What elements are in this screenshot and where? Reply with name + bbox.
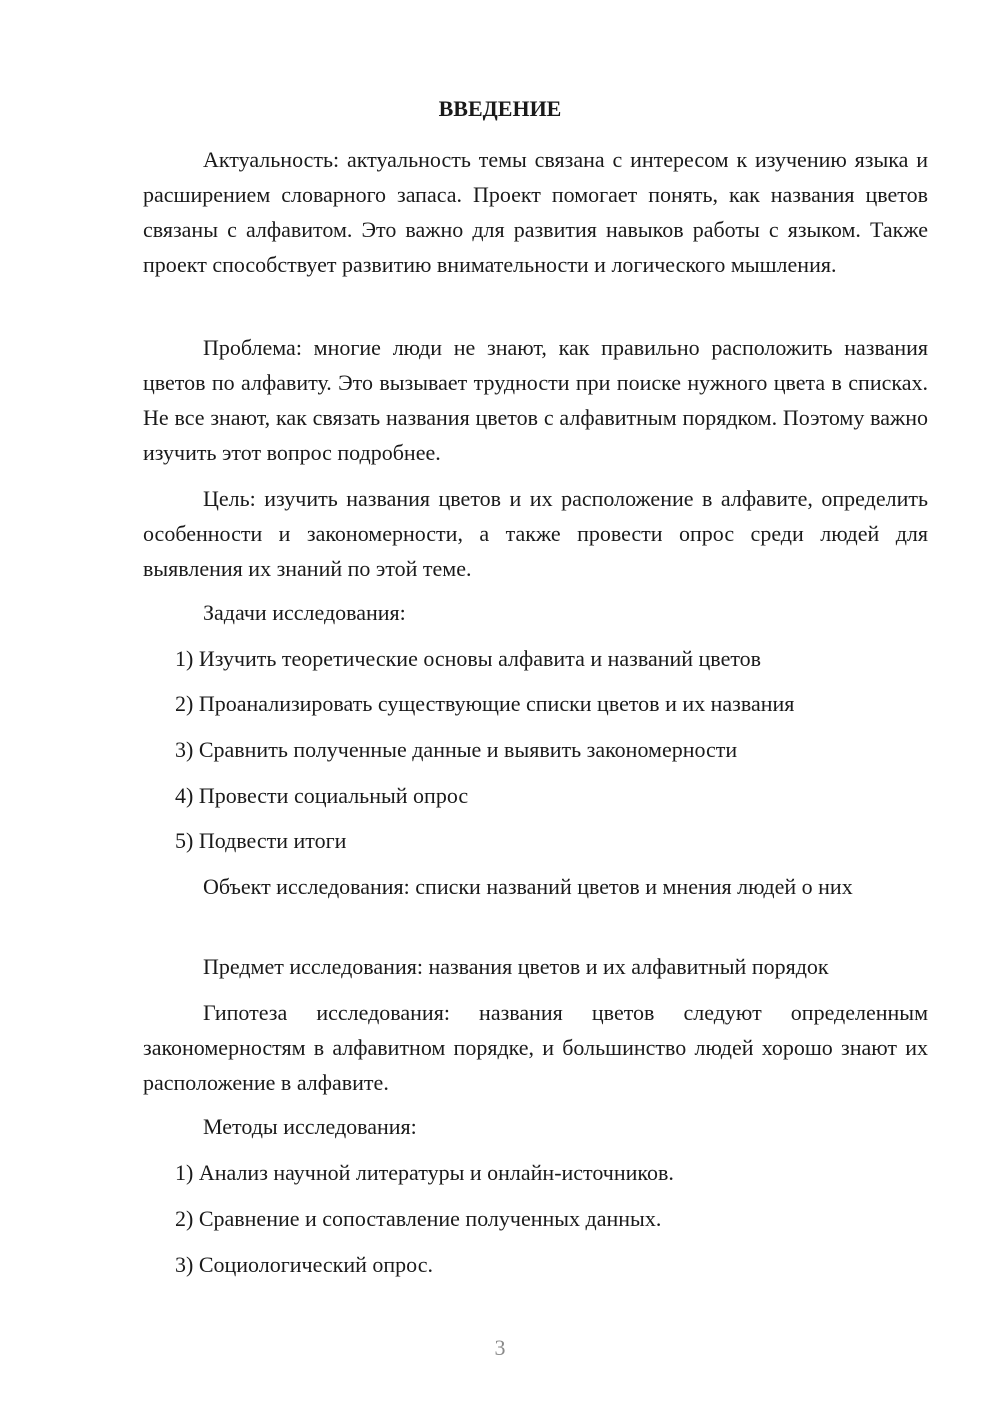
task-item: 3) Сравнить полученные данные и выявить закономерности bbox=[175, 737, 738, 762]
actuality-paragraph: Актуальность: актуальность темы связана с интересом к изучению языка и расширением словарного запаса. Проект помогает понять, как названия цветов связаны с алфавитом. Это важно для развития навыков работы с языком. Также проект способствует развитию внимательности и логического мышления. bbox=[143, 147, 928, 277]
method-item: 3) Социологический опрос. bbox=[175, 1252, 433, 1277]
task-item: 4) Провести социальный опрос bbox=[175, 783, 469, 808]
tasks-title: Задачи исследования: bbox=[203, 600, 406, 625]
section-heading: ВВЕДЕНИЕ bbox=[438, 96, 562, 121]
task-item: 2) Проанализировать существующие списки цветов и их названия bbox=[175, 691, 795, 716]
method-item: 1) Анализ научной литературы и онлайн-источников. bbox=[175, 1160, 674, 1185]
task-item: 1) Изучить теоретические основы алфавита и названий цветов bbox=[175, 646, 762, 671]
task-item: 5) Подвести итоги bbox=[175, 828, 347, 853]
goal-paragraph: Цель: изучить названия цветов и их расположение в алфавите, определить особенности и закономерности, а также провести опрос среди людей для выявления их знаний по этой теме. bbox=[143, 486, 928, 581]
object-paragraph: Объект исследования: списки названий цветов и мнения людей о них bbox=[203, 874, 853, 899]
methods-title: Методы исследования: bbox=[203, 1114, 417, 1139]
page-number: 3 bbox=[494, 1335, 506, 1360]
method-item: 2) Сравнение и сопоставление полученных данных. bbox=[175, 1206, 662, 1231]
subject-paragraph: Предмет исследования: названия цветов и их алфавитный порядок bbox=[203, 954, 829, 979]
hypothesis-paragraph: Гипотеза исследования: названия цветов следуют определенным закономерностям в алфавитном порядке, и большинство людей хорошо знают их расположение в алфавите. bbox=[143, 1000, 928, 1095]
problem-paragraph: Проблема: многие люди не знают, как правильно расположить названия цветов по алфавиту. Это вызывает трудности при поиске нужного цвета в списках. Не все знают, как связать названия цветов с алфавитным порядком. Поэтому важно изучить этот вопрос подробнее. bbox=[143, 335, 928, 465]
